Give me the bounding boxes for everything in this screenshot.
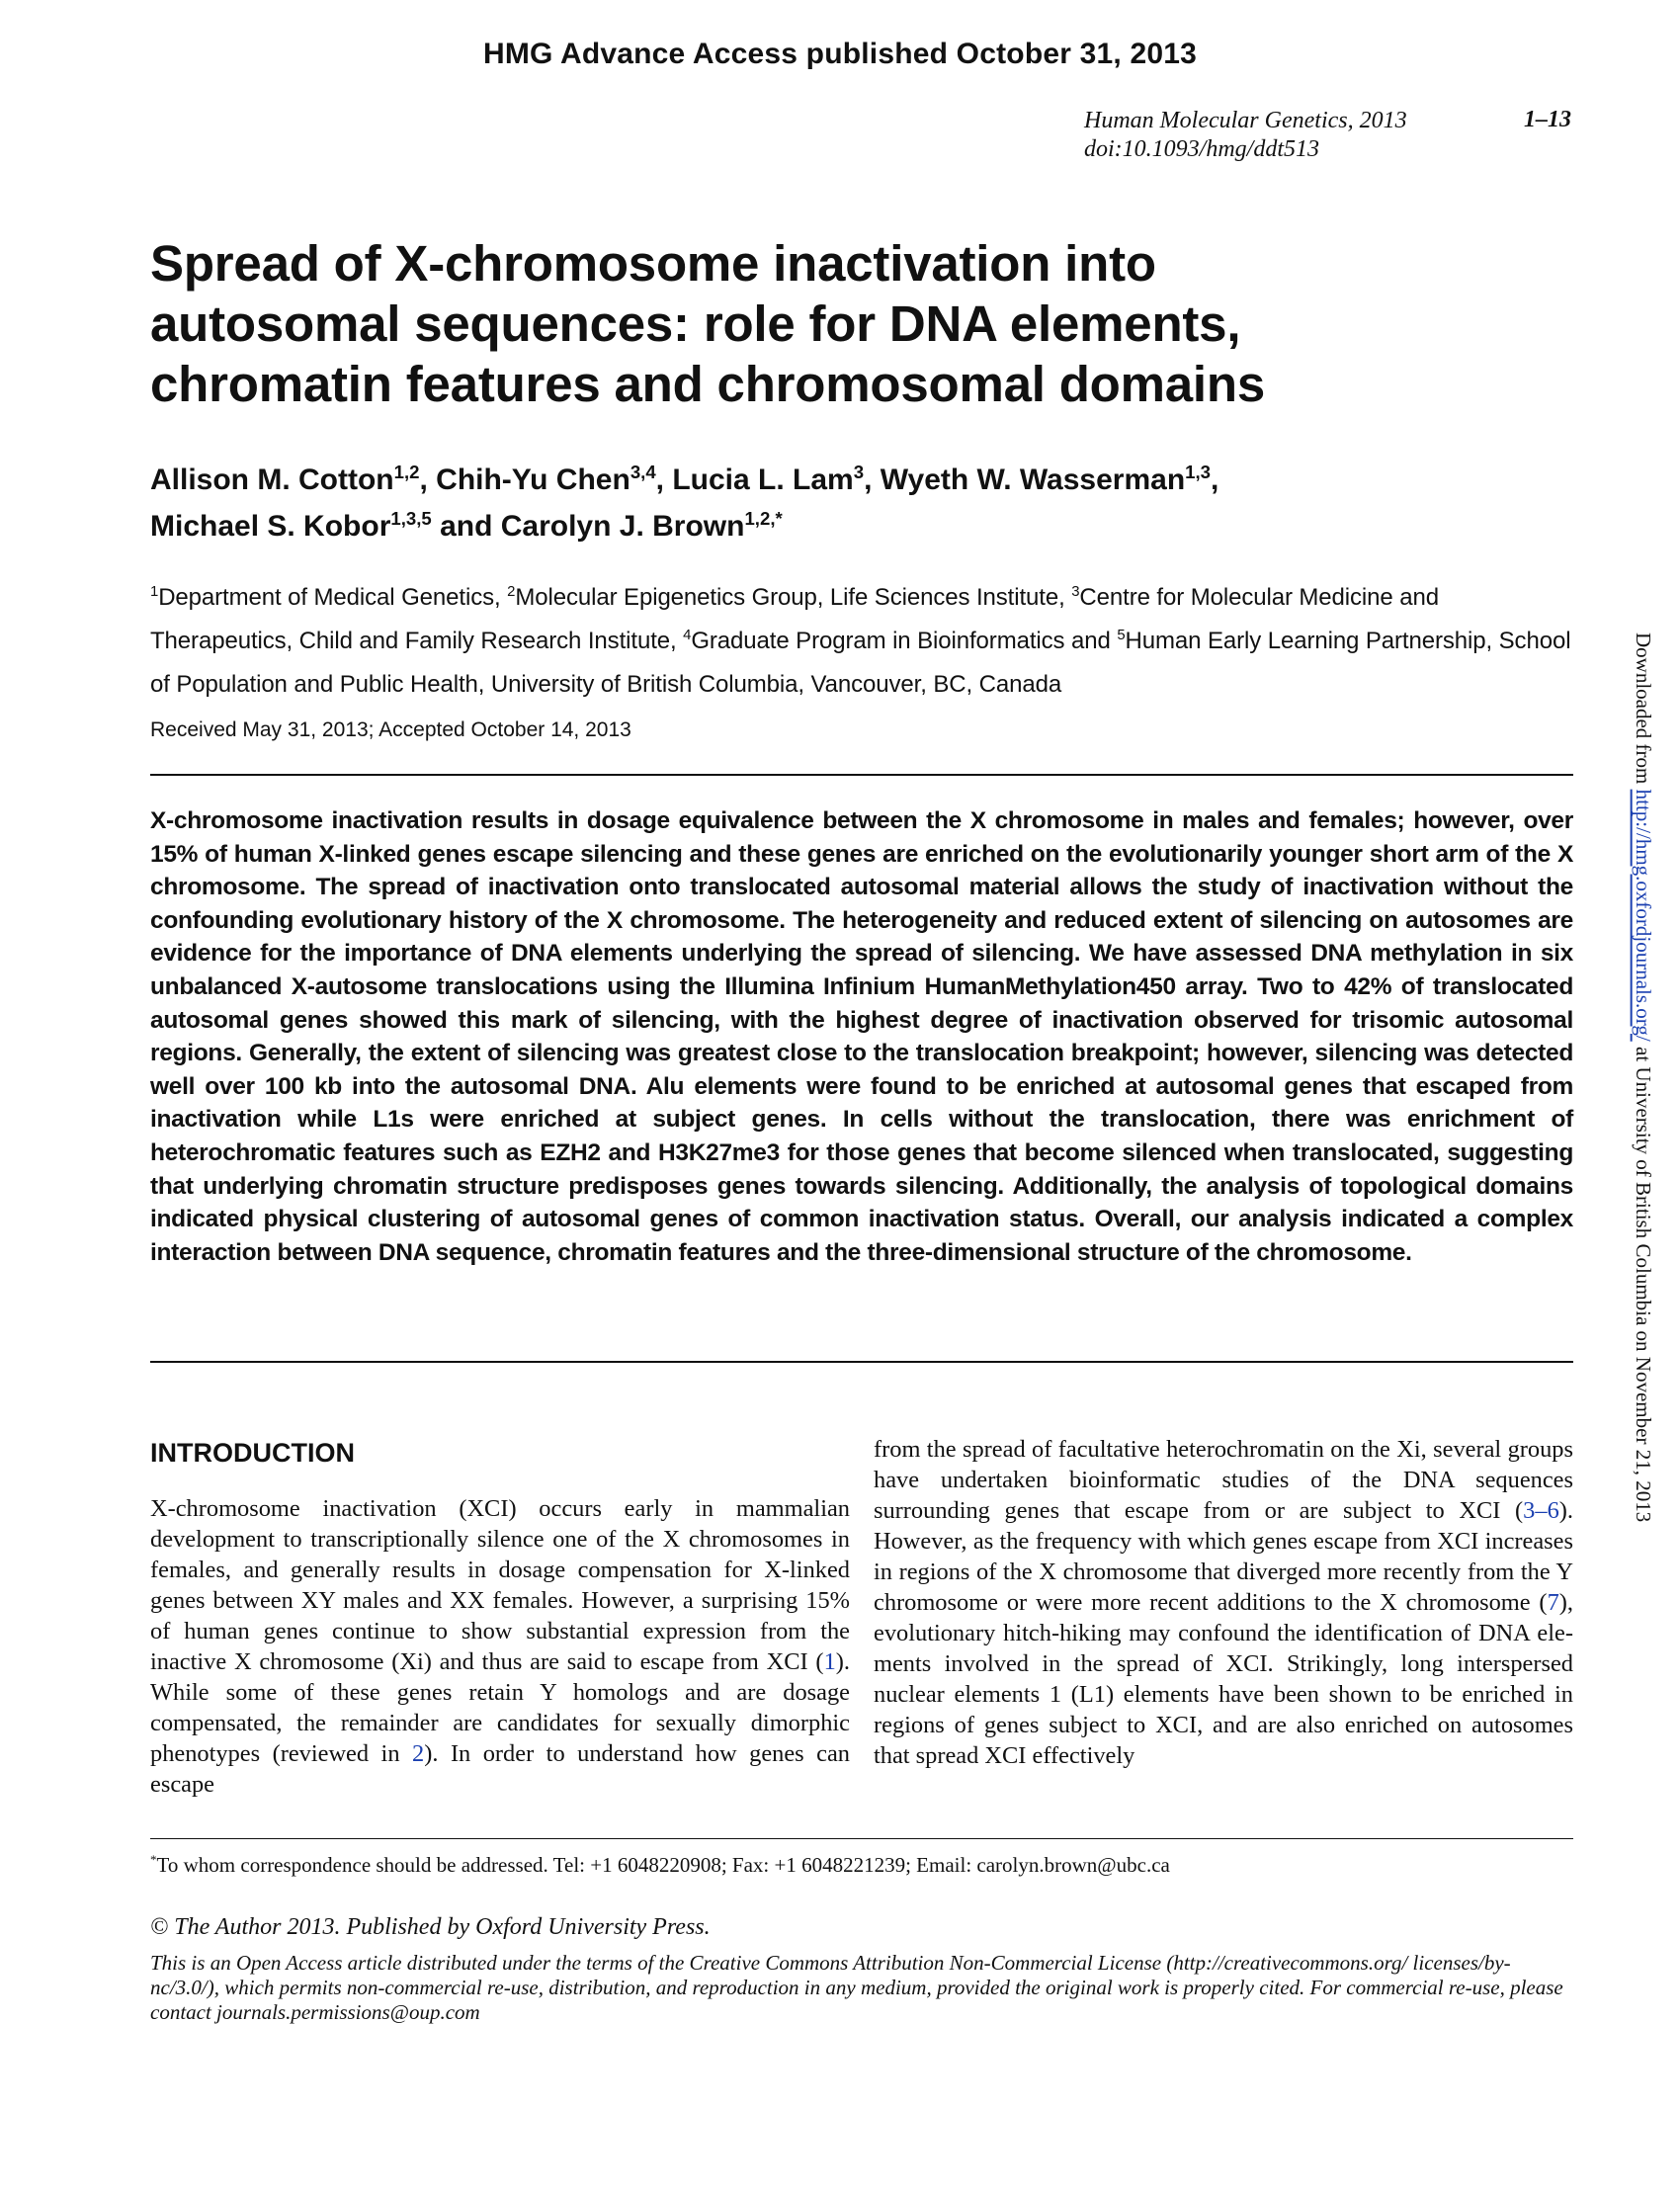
affiliation-3: Centre for Molecular Medicine and Therapeutics, Child and Family Research Institute, <box>150 584 1439 654</box>
author-affiliation-sup: 3,4 <box>630 462 656 482</box>
advance-access-banner: HMG Advance Access published October 31, 2013 <box>482 38 1198 70</box>
abstract-top-rule <box>150 774 1573 776</box>
author-affiliation-sup: 1,3,5 <box>390 508 432 529</box>
citation-link[interactable]: 3–6 <box>1523 1497 1559 1524</box>
affiliation-2: Molecular Epigenetics Group, Life Sciences Institute, <box>515 584 1072 611</box>
author-separator: , <box>655 463 673 496</box>
affiliation-sup: 2 <box>507 584 516 600</box>
affiliation-1: Department of Medical Genetics, <box>158 584 508 611</box>
footnote-text: To whom correspondence should be addressed. Tel: +1 6048220908; Fax: +1 6048221239; Email: carolyn.brown@ubc.ca <box>156 1853 1170 1877</box>
abstract-bottom-rule <box>150 1361 1573 1363</box>
correspondence-footnote <box>150 1853 1170 1878</box>
journal-doi: doi:10.1093/hmg/ddt513 <box>1084 136 1319 162</box>
author-name: Michael S. Kobor <box>150 510 391 543</box>
journal-site-link[interactable]: http://hmg.oxfordjournals.org/ <box>1632 789 1655 1042</box>
download-sidebar <box>1626 632 1655 1522</box>
author-affiliation-sup: 3 <box>853 462 865 482</box>
citation-link[interactable]: 1 <box>823 1648 836 1675</box>
intro-text: ), evolutionary hitch-hiking may confound the identification of DNA elements involved in the spread of XCI. Strikingly, long interspersed nuclear elements 1 (L1) elements have been shown to be enriched in regions of genes subject to XCI, and are also enriched on autosomes that spread XCI effectively <box>874 1589 1573 1769</box>
affiliation-4: Graduate Program in Bioinformatics and <box>691 628 1118 654</box>
citation-link[interactable]: 7 <box>1547 1589 1559 1616</box>
author-separator: , <box>419 463 437 496</box>
author-name: Lucia L. Lam <box>672 463 854 496</box>
article-title <box>150 233 1554 414</box>
sidebar-prefix: Downloaded from <box>1632 632 1655 790</box>
author-name: Carolyn J. Brown <box>500 510 745 543</box>
author-separator: , <box>1211 463 1219 496</box>
copyright-notice: © The Author 2013. Published by Oxford University Press. <box>150 1914 711 1940</box>
intro-column-right <box>874 1434 1573 1771</box>
author-affiliation-sup: 1,2,* <box>744 508 783 529</box>
author-separator: and <box>431 510 501 543</box>
author-name: Wyeth W. Wasserman <box>880 463 1186 496</box>
page-range: 1–13 <box>1524 107 1571 132</box>
author-separator: , <box>864 463 881 496</box>
intro-text: ). While some of these genes retain Y homologs and are dosage compensated, the remainder are candidates for sexually dimorphic phenotypes (reviewed in <box>150 1648 850 1767</box>
sidebar-suffix: at University of British Columbia on November 21, 2013 <box>1632 1041 1655 1523</box>
affiliation-sup: 1 <box>150 584 159 600</box>
intro-text: X-chromosome inactivation (XCI) occurs early in mammalian development to transcriptionally silence one of the X chromosomes in females, and generally results in dosage compensation for X-linked genes between XY males and XX females. However, a surprising 15% of human genes continue to show substantial expression from the inactive X chromosome (Xi) and thus are said to escape from XCI ( <box>150 1495 850 1675</box>
title-line-3: chromatin features and chromosomal domains <box>150 356 1266 412</box>
author-name: Allison M. Cotton <box>150 463 394 496</box>
intro-text: ). However, as the frequency with which genes escape from XCI increases in regions of the X chromosome that diverged more recently from the Y chromosome or were more recent additions to the X chromosome ( <box>874 1497 1573 1616</box>
abstract: X-chromosome inactivation results in dosage equivalence between the X chromosome in males and females; however, over 15% of human X-linked genes escape silencing and these genes are enriched on the evolutionarily younger short arm of the X chromosome. The spread of inactivation onto translocated autosomal material allows the study of inactivation without the confounding evolutionary history of the X chromosome. The heterogeneity and reduced extent of silencing on autosomes are evidence for the importance of DNA elements underlying the spread of silencing. We have assessed DNA methylation in six unbalanced X-autosome translocations using the Illumina Infinium HumanMethylation450 array. Two to 42% of translocated autosomal genes showed this mark of silencing, with the highest degree of inactivation observed for trisomic autosomal regions. Generally, the extent of silencing was greatest close to the translocation breakpoint; however, silencing was detected well over 100 kb into the autosomal DNA. Alu elements were found to be enriched at autosomal genes that escaped from inactivation while L1s were enriched at subject genes. In cells without the translocation, there was enrichment of heterochromatic features such as EZH2 and H3K27me3 for those genes that become silenced when translocated, suggesting that underlying chromatin structure predisposes genes towards silencing. Additionally, the analysis of topological domains indicated physical clustering of autosomal genes of common inactivation status. Overall, our analysis indicated a complex interaction between DNA sequence, chromatin features and the three-dimensional structure of the chromosome. <box>150 807 1573 1266</box>
citation-link[interactable]: 2 <box>412 1740 425 1767</box>
title-line-1: Spread of X-chromosome inactivation into <box>150 235 1156 292</box>
affiliations <box>150 576 1573 707</box>
author-list <box>150 457 1554 549</box>
author-affiliation-sup: 1,2 <box>393 462 420 482</box>
received-accepted-dates: Received May 31, 2013; Accepted October 14, 2013 <box>150 718 631 741</box>
affiliation-5: Human Early Learning Partnership, School of Population and Public Health, University of British Columbia, Vancouver, BC, Canada <box>150 628 1571 698</box>
intro-column-left <box>150 1493 850 1800</box>
journal-info <box>1084 107 1407 164</box>
author-affiliation-sup: 1,3 <box>1185 462 1212 482</box>
journal-name-year: Human Molecular Genetics, 2013 <box>1084 108 1407 133</box>
affiliation-sup: 5 <box>1117 628 1126 643</box>
title-line-2: autosomal sequences: role for DNA elements, <box>150 295 1241 352</box>
intro-text: from the spread of facultative heterochromatin on the Xi, several groups have undertaken bioinformatic studies of the DNA sequences surrounding genes that escape from or are subject to XCI ( <box>874 1436 1573 1524</box>
section-heading-introduction: INTRODUCTION <box>150 1438 355 1468</box>
footnote-rule <box>150 1838 1573 1839</box>
license-notice: This is an Open Access article distributed under the terms of the Creative Commons Attribution Non-Commercial License (http://creativecommons.org/ licenses/by-nc/3.0/), which permits non-commercial re-use, distribution, and reproduction in any medium, provided the original work is properly cited. For commercial re-use, please contact journals.permissions@oup.com <box>150 1951 1563 2024</box>
affiliation-sup: 3 <box>1071 584 1080 600</box>
author-name: Chih-Yu Chen <box>436 463 630 496</box>
footnote-marker: * <box>150 1852 157 1867</box>
intro-text: ). In order to understand how genes can escape <box>150 1740 850 1798</box>
affiliation-sup: 4 <box>683 628 692 643</box>
